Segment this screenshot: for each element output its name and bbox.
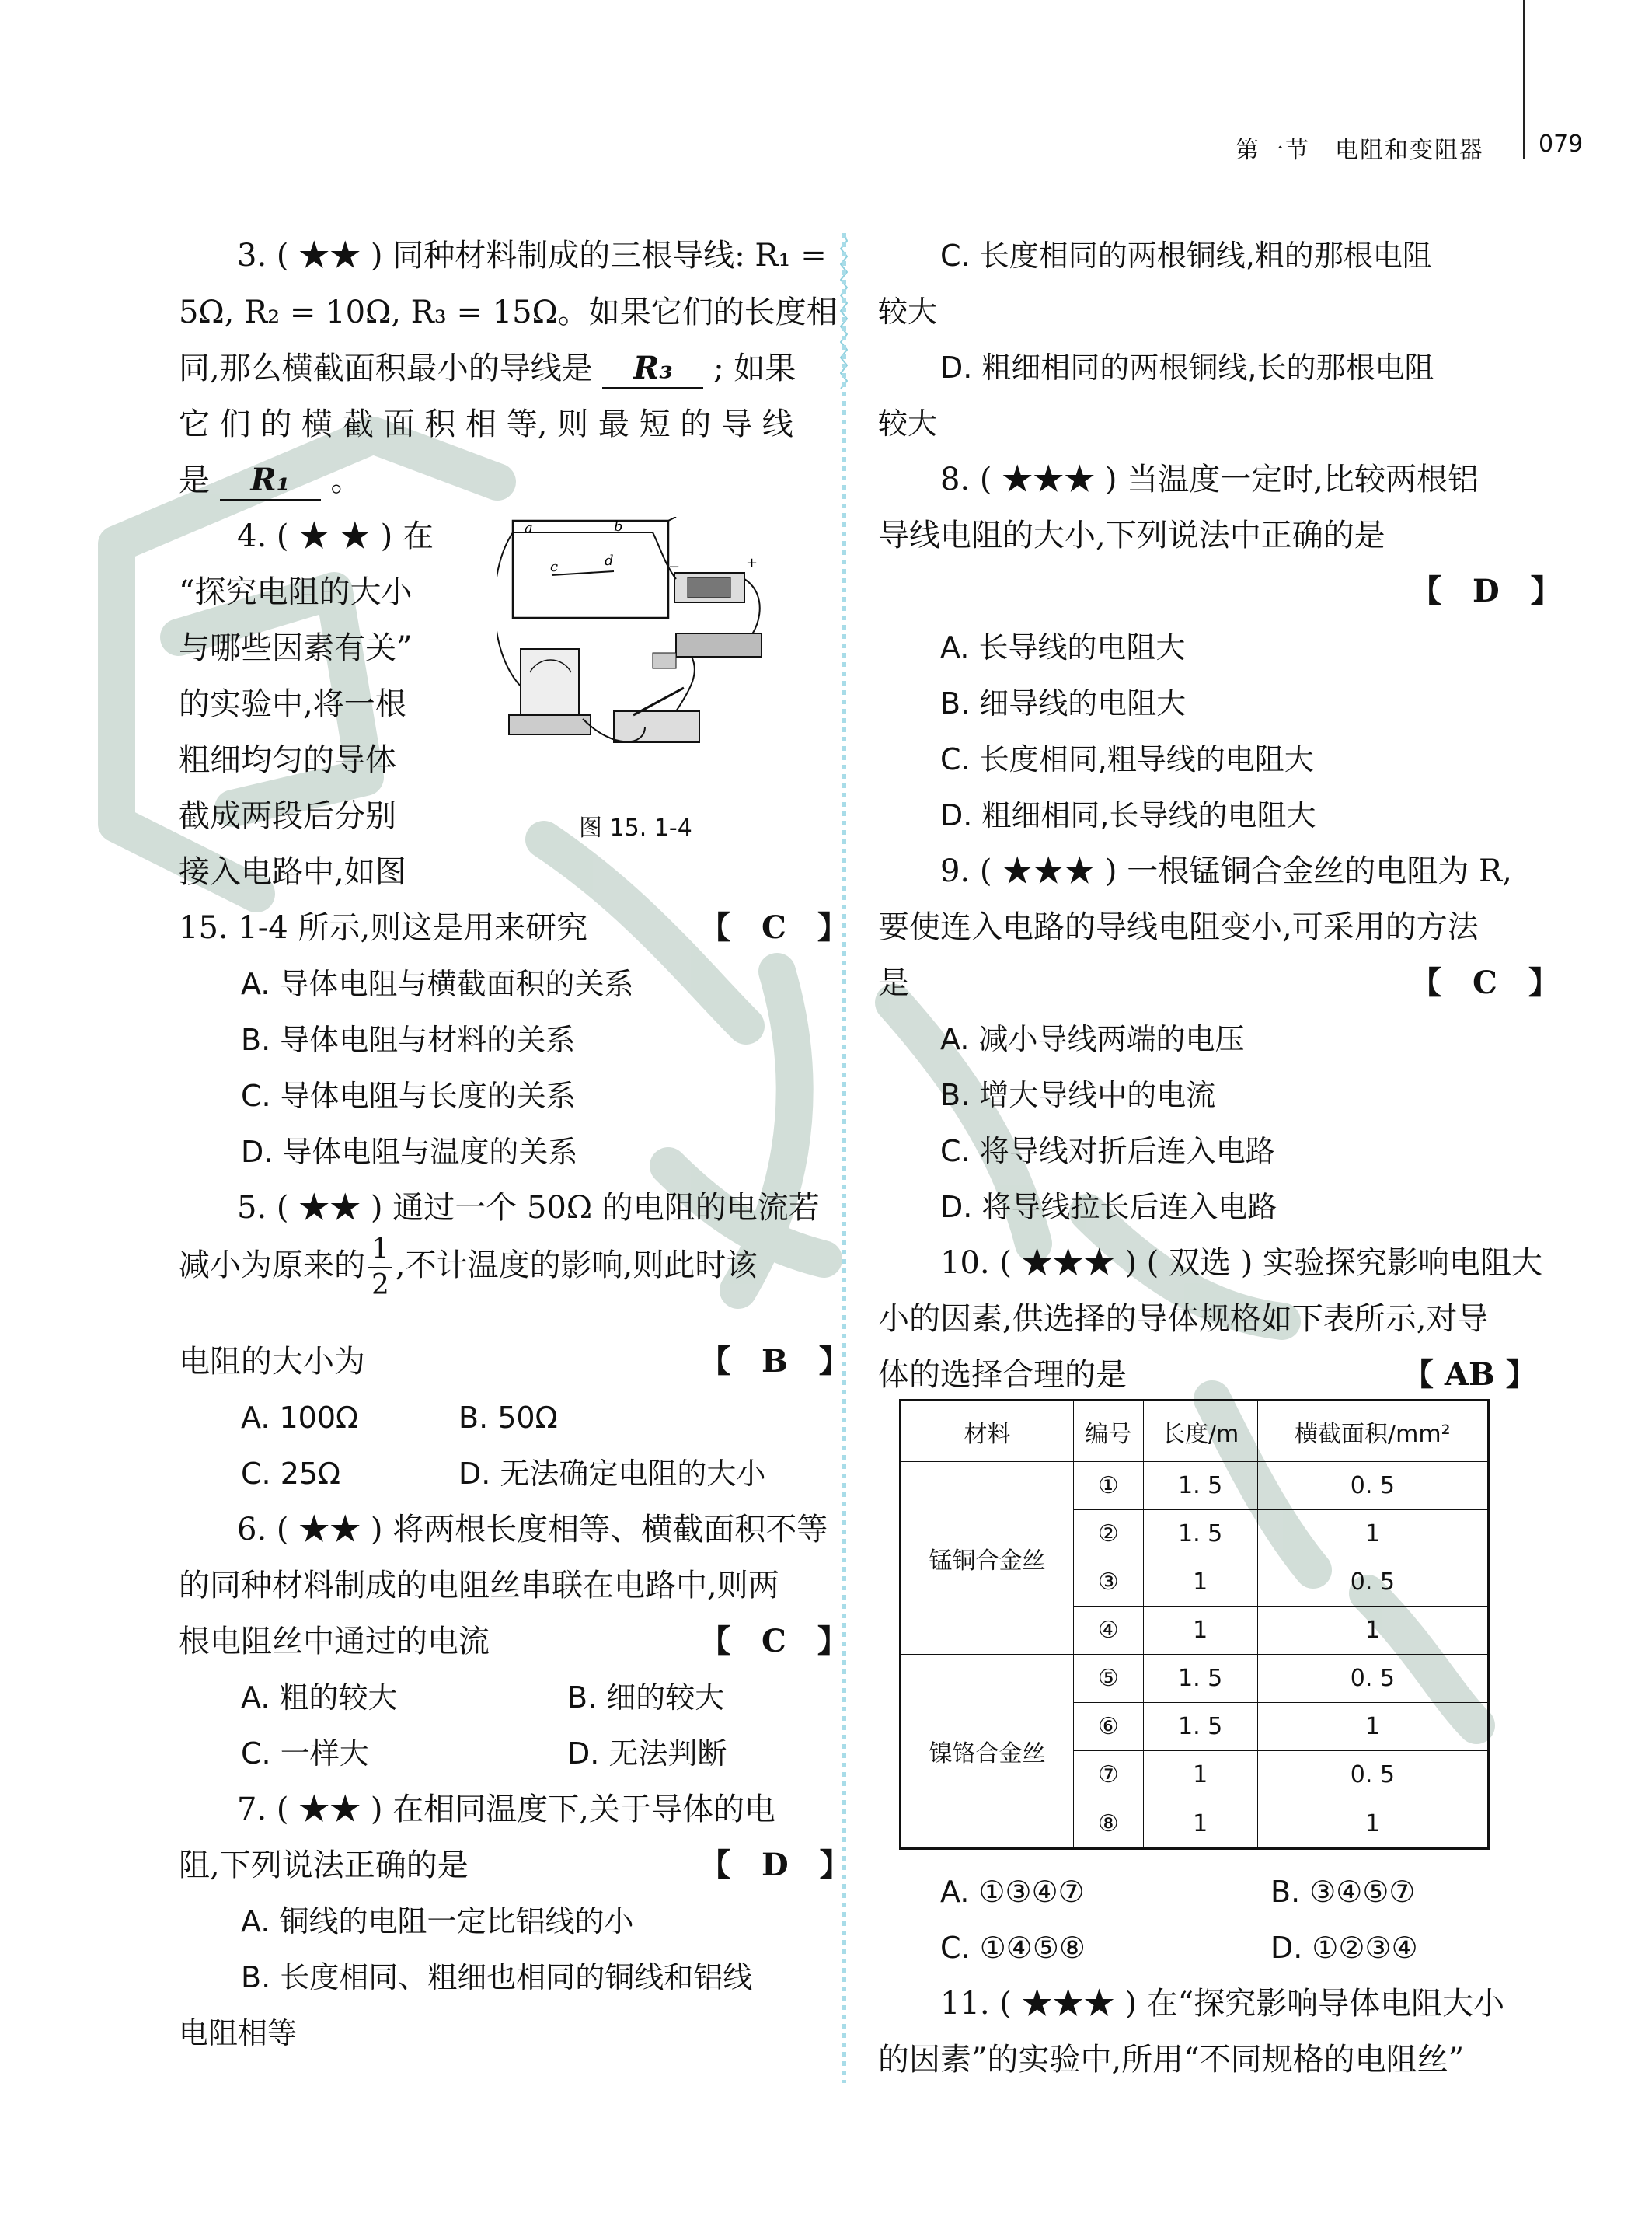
area-cell: 0. 5	[1257, 1462, 1488, 1510]
q8-option-c: C. 长度相同,粗导线的电阻大	[940, 742, 1314, 776]
page-number: 079	[1539, 131, 1584, 158]
number-cell: ②	[1074, 1510, 1144, 1558]
column-divider	[840, 233, 848, 2083]
figure-caption: 图 15. 1-4	[579, 815, 692, 842]
q9-line3: 是	[878, 965, 909, 1001]
q7-line2: 阻,下列说法正确的是	[179, 1847, 469, 1883]
q7-option-c: C. 长度相同的两根铜线,粗的那根电阻	[940, 239, 1432, 273]
q10-option-b: B. ③④⑤⑦	[1270, 1875, 1416, 1909]
label-c: c	[550, 559, 559, 575]
number-cell: ①	[1074, 1462, 1144, 1510]
q4-line5: 粗细均匀的导体	[179, 742, 396, 778]
q9-option-c: C. 将导线对折后连入电路	[940, 1134, 1275, 1168]
q7-answer: 【 D 】	[699, 1847, 851, 1883]
q5-line2	[179, 1228, 757, 1303]
table-row	[901, 1655, 1489, 1703]
number-cell: ⑦	[1074, 1751, 1144, 1799]
q10-line3: 体的选择合理的是	[878, 1357, 1127, 1393]
q6-line3: 根电阻丝中通过的电流	[179, 1624, 490, 1659]
q3-line3	[179, 350, 796, 389]
q8-option-d: D. 粗细相同,长导线的电阻大	[940, 798, 1316, 832]
header-area: 横截面积/mm²	[1257, 1401, 1488, 1462]
area-cell: 0. 5	[1257, 1558, 1488, 1607]
length-cell: 1. 5	[1143, 1703, 1257, 1751]
q4-option-d: D. 导体电阻与温度的关系	[241, 1135, 578, 1169]
q4-option-a: A. 导体电阻与横截面积的关系	[241, 967, 634, 1001]
q4-option-c: C. 导体电阻与长度的关系	[241, 1079, 576, 1113]
q7-option-d: D. 粗细相同的两根铜线,长的那根电阻	[940, 351, 1434, 385]
q4-line8: 15. 1-4 所示,则这是用来研究	[179, 910, 588, 946]
q5-option-a: A. 100Ω	[241, 1401, 359, 1435]
q4-line2: “探究电阻的大小	[179, 574, 413, 610]
q5-answer: 【 B 】	[699, 1343, 850, 1380]
number-cell: ⑤	[1074, 1655, 1144, 1703]
q4-line7: 接入电路中,如图	[179, 854, 406, 890]
area-cell: 1	[1257, 1510, 1488, 1558]
q6-answer: 【 C 】	[699, 1623, 849, 1659]
q9-line1: 9. ( ★★★ ) 一根锰铜合金丝的电阻为 R,	[940, 853, 1512, 889]
table-row	[901, 1462, 1489, 1510]
q5-fraction	[368, 1233, 392, 1301]
q3-line1: 3. ( ★★ ) 同种材料制成的三根导线: R₁ =	[237, 238, 827, 274]
q6-line1: 6. ( ★★ ) 将两根长度相等、横截面积不等	[237, 1512, 828, 1547]
q11-line2: 的因素”的实验中,所用“不同规格的电阻丝”	[878, 2042, 1465, 2078]
label-plus: +	[746, 555, 758, 571]
q3-text-c: 是	[179, 462, 210, 498]
label-d: d	[605, 553, 614, 569]
q10-option-a: A. ①③④⑦	[940, 1875, 1085, 1909]
q5-line1: 5. ( ★★ ) 通过一个 50Ω 的电阻的电流若	[237, 1190, 820, 1226]
q8-option-b: B. 细导线的电阻大	[940, 686, 1187, 720]
q4-line4: 的实验中,将一根	[179, 686, 406, 722]
area-cell: 1	[1257, 1799, 1488, 1849]
q8-option-a: A. 长导线的电阻大	[940, 630, 1186, 665]
q11-line1: 11. ( ★★★ ) 在“探究影响导体电阻大小	[940, 1986, 1505, 2022]
q6-option-c: C. 一样大	[241, 1736, 369, 1771]
section-title: 第一节 电阻和变阻器	[1236, 137, 1484, 164]
q4-answer: 【 C 】	[699, 909, 849, 946]
area-cell: 0. 5	[1257, 1751, 1488, 1799]
q9-option-a: A. 减小导线两端的电压	[940, 1022, 1245, 1056]
number-cell: ⑥	[1074, 1703, 1144, 1751]
circuit-figure	[497, 517, 777, 773]
q5-text-b: ,不计温度的影响,则此时该	[395, 1247, 758, 1283]
q5-text-a: 减小为原来的	[179, 1247, 365, 1283]
q10-line2: 小的因素,供选择的导体规格如下表所示,对导	[878, 1301, 1489, 1337]
table-header-row	[901, 1401, 1489, 1462]
q6-option-d: D. 无法判断	[567, 1736, 727, 1771]
label-b: b	[614, 518, 623, 535]
q10-option-d: D. ①②③④	[1270, 1931, 1418, 1965]
q9-line2: 要使连入电路的导线电阻变小,可采用的方法	[878, 909, 1479, 945]
length-cell: 1	[1143, 1607, 1257, 1655]
fraction-denominator: 2	[371, 1269, 389, 1301]
q8-answer: 【 D 】	[1410, 573, 1562, 609]
q10-answer: 【 AB 】	[1403, 1356, 1537, 1393]
q8-line1: 8. ( ★★★ ) 当温度一定时,比较两根铝	[940, 462, 1479, 497]
q4-line1: 4. ( ★ ★ ) 在	[237, 518, 434, 554]
q9-answer: 【 C 】	[1410, 965, 1560, 1001]
length-cell: 1. 5	[1143, 1655, 1257, 1703]
material-cell: 镍铬合金丝	[901, 1655, 1074, 1849]
q7-option-d-cont: 较大	[878, 406, 938, 441]
header-number: 编号	[1074, 1401, 1144, 1462]
fraction-numerator: 1	[368, 1236, 392, 1268]
q3-line4: 它 们 的 横 截 面 积 相 等, 则 最 短 的 导 线	[179, 406, 793, 442]
number-cell: ④	[1074, 1607, 1144, 1655]
length-cell: 1	[1143, 1558, 1257, 1607]
area-cell: 1	[1257, 1703, 1488, 1751]
q5-option-b: B. 50Ω	[458, 1401, 558, 1435]
q4-line6: 截成两段后分别	[179, 798, 396, 834]
q3-line5	[179, 462, 361, 501]
q7-option-b: B. 长度相同、粗细也相同的铜线和铝线	[241, 1960, 753, 1994]
q10-option-c: C. ①④⑤⑧	[940, 1931, 1086, 1965]
q6-option-b: B. 细的较大	[567, 1680, 725, 1715]
header-material: 材料	[901, 1401, 1074, 1462]
q6-line2: 的同种材料制成的电阻丝串联在电路中,则两	[179, 1568, 779, 1603]
q3-text-b: ; 如果	[713, 351, 796, 386]
q3-answer-2: R₁	[220, 462, 321, 501]
length-cell: 1	[1143, 1799, 1257, 1849]
area-cell: 1	[1257, 1607, 1488, 1655]
q3-answer-1: R₃	[602, 350, 703, 389]
q5-option-d: D. 无法确定电阻的大小	[458, 1457, 766, 1491]
header-rule	[1523, 0, 1525, 159]
length-cell: 1. 5	[1143, 1510, 1257, 1558]
q7-option-a: A. 铜线的电阻一定比铝线的小	[241, 1904, 634, 1938]
number-cell: ③	[1074, 1558, 1144, 1607]
length-cell: 1	[1143, 1751, 1257, 1799]
label-minus: −	[668, 559, 681, 575]
q3-line2: 5Ω, R₂ = 10Ω, R₃ = 15Ω。如果它们的长度相	[179, 295, 838, 330]
q10-line1: 10. ( ★★★ ) ( 双选 ) 实验探究影响电阻大	[940, 1245, 1543, 1281]
q4-option-b: B. 导体电阻与材料的关系	[241, 1023, 576, 1057]
q9-option-b: B. 增大导线中的电流	[940, 1078, 1216, 1112]
q9-option-d: D. 将导线拉长后连入电路	[940, 1190, 1277, 1224]
q8-line2: 导线电阻的大小,下列说法中正确的是	[878, 518, 1385, 553]
q7-line1: 7. ( ★★ ) 在相同温度下,关于导体的电	[237, 1792, 775, 1827]
q3-text-a: 同,那么横截面积最小的导线是	[179, 351, 593, 386]
length-cell: 1. 5	[1143, 1462, 1257, 1510]
number-cell: ⑧	[1074, 1799, 1144, 1849]
q7-option-b-cont: 电阻相等	[179, 2016, 298, 2050]
q6-option-a: A. 粗的较大	[241, 1680, 398, 1715]
q5-line3: 电阻的大小为	[179, 1344, 365, 1380]
q4-line3: 与哪些因素有关”	[179, 630, 413, 666]
label-a: a	[525, 520, 533, 536]
material-cell: 锰铜合金丝	[901, 1462, 1074, 1655]
header-length: 长度/m	[1143, 1401, 1257, 1462]
q5-option-c: C. 25Ω	[241, 1457, 341, 1491]
conductor-spec-table	[899, 1399, 1490, 1850]
q3-text-d: 。	[330, 462, 362, 498]
area-cell: 0. 5	[1257, 1655, 1488, 1703]
q7-option-c-cont: 较大	[878, 295, 938, 329]
